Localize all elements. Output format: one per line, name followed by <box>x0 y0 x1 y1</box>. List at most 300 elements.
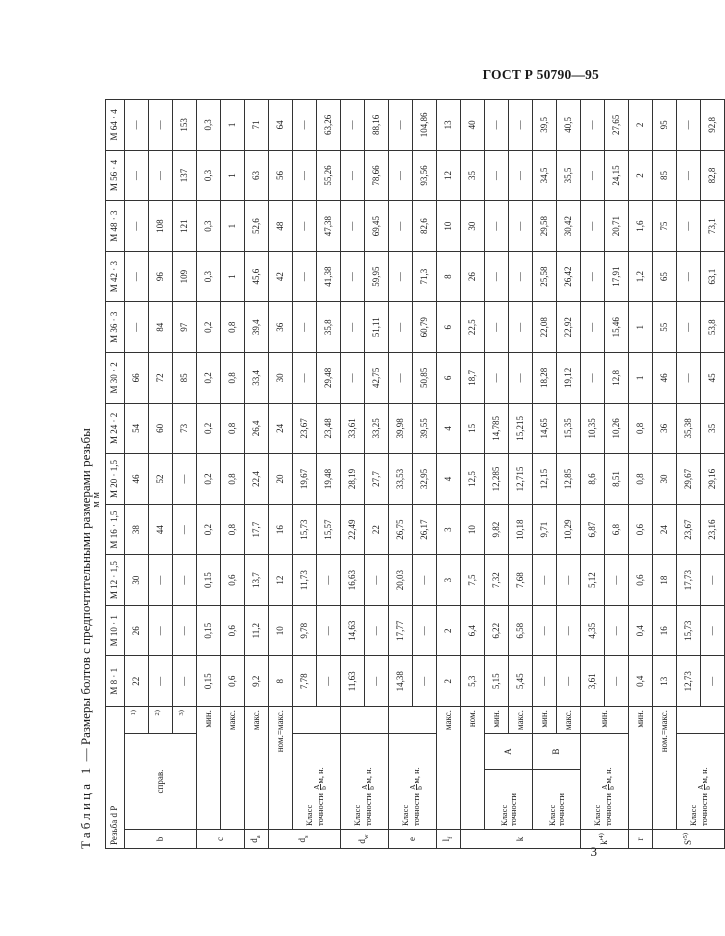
ds-symbol-main: d <box>297 838 308 843</box>
value-cell: 8 <box>269 656 293 707</box>
value-cell: 25,58 <box>533 251 557 302</box>
value-cell: — <box>293 100 317 151</box>
thread-column-header: М 48 · 3 <box>106 201 125 252</box>
max-text: макс. <box>250 710 261 731</box>
value-cell: 26,17 <box>413 504 437 555</box>
accuracy-word: точности <box>602 793 613 827</box>
value-cell: 27,7 <box>365 454 389 505</box>
k-class-b <box>533 770 581 830</box>
s-symbol <box>683 833 693 845</box>
table-row <box>581 100 605 849</box>
table-caption-label: Таблица 1 <box>78 764 93 849</box>
value-cell: 0,8 <box>221 454 245 505</box>
c-max <box>221 707 245 830</box>
value-cell: 20,03 <box>389 555 413 606</box>
value-cell: — <box>341 100 365 151</box>
value-cell: 1 <box>221 100 245 151</box>
value-cell: — <box>173 605 197 656</box>
k-grade-b <box>533 734 581 770</box>
value-cell: — <box>581 150 605 201</box>
fraction-denominator: b <box>319 786 329 790</box>
s-nom-max <box>653 707 677 830</box>
value-cell: — <box>125 150 149 201</box>
value-cell: 5,45 <box>509 656 533 707</box>
value-cell: 6,4 <box>461 605 485 656</box>
note-marker: 3) <box>178 710 186 716</box>
thread-header-cell <box>106 707 125 849</box>
value-cell: 34,5 <box>533 150 557 201</box>
r-symbol <box>635 838 645 841</box>
value-cell: 42,75 <box>365 353 389 404</box>
min-text: мин. <box>490 710 501 728</box>
value-cell: 35,38 <box>677 403 701 454</box>
table-row <box>269 100 293 849</box>
table-row <box>106 100 125 849</box>
value-cell: 36 <box>269 302 293 353</box>
value-cell: 82,8 <box>701 150 725 201</box>
value-cell: — <box>677 201 701 252</box>
value-cell: — <box>341 302 365 353</box>
value-cell: 30 <box>461 201 485 252</box>
min-text: мин. <box>598 710 609 728</box>
class-suffix: м, н. <box>314 767 325 784</box>
value-cell: 42 <box>269 251 293 302</box>
ds-min-empty <box>293 707 341 734</box>
value-cell: — <box>509 251 533 302</box>
value-cell: — <box>509 302 533 353</box>
thread-column-header: М 36 · 3 <box>106 302 125 353</box>
tolerance-fraction <box>599 784 617 790</box>
value-cell: 12 <box>437 150 461 201</box>
page-number: 3 <box>590 844 597 859</box>
value-cell: 19,48 <box>317 454 341 505</box>
value-cell: 10 <box>269 605 293 656</box>
ds-nom-max <box>269 707 293 830</box>
class-suffix: м, н. <box>410 767 421 784</box>
value-cell: 14,63 <box>341 605 365 656</box>
value-cell: 59,95 <box>365 251 389 302</box>
value-cell: 39,55 <box>413 403 437 454</box>
value-cell: — <box>293 353 317 404</box>
value-cell: 121 <box>173 201 197 252</box>
k-a-min <box>485 707 509 734</box>
value-cell: 19,12 <box>557 353 581 404</box>
value-cell: 55 <box>653 302 677 353</box>
value-cell: 23,67 <box>677 504 701 555</box>
lf-symbol <box>441 836 454 842</box>
k-a-max <box>509 707 533 734</box>
c-symbol-main: c <box>214 837 225 842</box>
table-row <box>125 100 149 849</box>
value-cell: 22,4 <box>245 454 269 505</box>
value-cell: — <box>557 555 581 606</box>
fraction-denominator: b <box>367 786 377 790</box>
value-cell: 17,73 <box>677 555 701 606</box>
da-symbol <box>249 835 262 843</box>
value-cell: 0,2 <box>197 302 221 353</box>
value-cell: 104,86 <box>413 100 437 151</box>
k-symbol-main: k <box>514 836 525 842</box>
value-cell: 84 <box>149 302 173 353</box>
value-cell: 17,91 <box>605 251 629 302</box>
value-cell: 64 <box>269 100 293 151</box>
param-e <box>389 830 437 849</box>
table-row <box>461 100 485 849</box>
value-cell: 95 <box>653 100 677 151</box>
ds-symbol-index: s <box>302 835 310 839</box>
value-cell: 2 <box>629 150 653 201</box>
thread-column-header: М 56 · 4 <box>106 150 125 201</box>
value-cell: 16 <box>269 504 293 555</box>
value-cell: 4 <box>437 403 461 454</box>
value-cell: — <box>365 605 389 656</box>
value-cell: 0,3 <box>197 100 221 151</box>
thread-column-header: М 30 · 2 <box>106 353 125 404</box>
param-b <box>125 830 197 849</box>
value-cell: 6,8 <box>605 504 629 555</box>
value-cell: 52 <box>149 454 173 505</box>
value-cell: — <box>605 555 629 606</box>
value-cell: 22 <box>125 656 149 707</box>
dw-symbol-main: d <box>357 839 368 844</box>
value-cell: 1,6 <box>629 201 653 252</box>
value-cell: 36 <box>653 403 677 454</box>
value-cell: 11,63 <box>341 656 365 707</box>
value-cell: 29,16 <box>701 454 725 505</box>
value-cell: 153 <box>173 100 197 151</box>
value-cell: 33,61 <box>341 403 365 454</box>
value-cell: 66 <box>125 353 149 404</box>
value-cell: 6,58 <box>509 605 533 656</box>
value-cell: 30 <box>125 555 149 606</box>
b-symbol <box>155 837 165 842</box>
min-text: мин. <box>634 710 645 728</box>
value-cell: 1 <box>629 353 653 404</box>
value-cell: 22,5 <box>461 302 485 353</box>
value-cell: 78,66 <box>365 150 389 201</box>
value-cell: 12,85 <box>557 454 581 505</box>
value-cell: 109 <box>173 251 197 302</box>
value-cell: 16,63 <box>341 555 365 606</box>
kprime-min <box>581 707 629 734</box>
accuracy-word: точности <box>507 793 518 827</box>
value-cell: 73,1 <box>701 201 725 252</box>
value-cell: — <box>149 150 173 201</box>
value-cell: 54 <box>125 403 149 454</box>
value-cell: — <box>317 605 341 656</box>
max-text: макс. <box>226 710 237 731</box>
table-unit: мм <box>91 489 102 508</box>
k-b-max <box>557 707 581 734</box>
table-row <box>533 100 557 849</box>
value-cell: 17,7 <box>245 504 269 555</box>
param-ds <box>269 830 341 849</box>
lf-symbol-main: l <box>441 838 452 842</box>
value-cell: 51,11 <box>365 302 389 353</box>
value-cell: 0,8 <box>221 353 245 404</box>
kprime-symbol <box>599 833 609 845</box>
value-cell: 26,75 <box>389 504 413 555</box>
value-cell: 13 <box>437 100 461 151</box>
value-cell: 11,73 <box>293 555 317 606</box>
lf-symbol-index: f <box>446 836 454 839</box>
value-cell: 72 <box>149 353 173 404</box>
value-cell: — <box>317 555 341 606</box>
min-text: мин. <box>538 710 549 728</box>
kprime-class <box>581 734 629 830</box>
value-cell: 23,16 <box>701 504 725 555</box>
value-cell: 6,22 <box>485 605 509 656</box>
thread-symbol: d P <box>109 805 120 818</box>
dw-symbol-index: w <box>362 834 370 840</box>
value-cell: 1 <box>221 251 245 302</box>
class-word: Класс <box>687 804 698 827</box>
value-cell: — <box>677 251 701 302</box>
value-cell: — <box>149 605 173 656</box>
value-cell: 0,6 <box>221 555 245 606</box>
value-cell: 38 <box>125 504 149 555</box>
value-cell: 8,51 <box>605 454 629 505</box>
value-cell: 6,87 <box>581 504 605 555</box>
dw-class <box>341 734 389 830</box>
table-row <box>677 100 701 849</box>
value-cell: — <box>509 353 533 404</box>
value-cell: 63,26 <box>317 100 341 151</box>
value-cell: 0,3 <box>197 201 221 252</box>
value-cell: 23,48 <box>317 403 341 454</box>
value-cell: 12,73 <box>677 656 701 707</box>
value-cell: 9,2 <box>245 656 269 707</box>
tolerance-fraction <box>695 784 713 790</box>
value-cell: 39,4 <box>245 302 269 353</box>
value-cell: — <box>389 150 413 201</box>
value-cell: — <box>173 454 197 505</box>
k-class-a <box>485 770 533 830</box>
value-cell: 60,79 <box>413 302 437 353</box>
note-marker: 1) <box>130 710 138 716</box>
thread-column-header: М 10 · 1 <box>106 605 125 656</box>
b-note-3 <box>173 707 197 734</box>
thread-column-header: М 12 · 1,5 <box>106 555 125 606</box>
value-cell: — <box>389 201 413 252</box>
param-s <box>653 830 725 849</box>
value-cell: — <box>341 201 365 252</box>
thread-column-header: М 16 · 1,5 <box>106 504 125 555</box>
value-cell: 33,25 <box>365 403 389 454</box>
value-cell: 15,215 <box>509 403 533 454</box>
kprime-symbol-index: 4) <box>598 833 606 839</box>
thread-column-header: М 24 · 2 <box>106 403 125 454</box>
value-cell: — <box>581 251 605 302</box>
class-word: Класс <box>591 804 602 827</box>
value-cell: 7,32 <box>485 555 509 606</box>
param-lf <box>437 830 461 849</box>
class-word: Класс <box>351 804 362 827</box>
thread-column-header: М 20 · 1,5 <box>106 454 125 505</box>
value-cell: 12,715 <box>509 454 533 505</box>
accuracy-word: точности <box>362 793 373 827</box>
accuracy-word: точности <box>314 793 325 827</box>
value-cell: 46 <box>125 454 149 505</box>
value-cell: — <box>413 656 437 707</box>
value-cell: 0,15 <box>197 605 221 656</box>
value-cell: 16 <box>653 605 677 656</box>
thread-column-header: М 64 · 4 <box>106 100 125 151</box>
param-da <box>245 830 269 849</box>
value-cell: 1 <box>629 302 653 353</box>
s-symbol-index: 5) <box>682 832 690 839</box>
thread-column-header: М 8 · 1 <box>106 656 125 707</box>
value-cell: — <box>677 100 701 151</box>
value-cell: — <box>341 353 365 404</box>
value-cell: 69,45 <box>365 201 389 252</box>
value-cell: 0,8 <box>221 504 245 555</box>
accuracy-word: точности <box>410 793 421 827</box>
ds-class <box>293 734 341 830</box>
value-cell: — <box>533 605 557 656</box>
value-cell: 96 <box>149 251 173 302</box>
value-cell: 73 <box>173 403 197 454</box>
value-cell: 65 <box>653 251 677 302</box>
value-cell: 7,68 <box>509 555 533 606</box>
value-cell: 92,8 <box>701 100 725 151</box>
tolerance-fraction <box>407 784 425 790</box>
value-cell: — <box>581 201 605 252</box>
value-cell: 30 <box>269 353 293 404</box>
value-cell: — <box>125 100 149 151</box>
value-cell: 6 <box>437 353 461 404</box>
value-cell: 30,42 <box>557 201 581 252</box>
value-cell: 18 <box>653 555 677 606</box>
value-cell: 45,6 <box>245 251 269 302</box>
nom-max-text: ном.=макс. <box>658 710 669 753</box>
value-cell: 1 <box>221 150 245 201</box>
value-cell: 15,73 <box>677 605 701 656</box>
value-cell: — <box>293 302 317 353</box>
value-cell: — <box>317 656 341 707</box>
s-class <box>677 734 725 830</box>
accuracy-word: точности <box>555 793 566 827</box>
value-cell: — <box>701 555 725 606</box>
value-cell: — <box>389 302 413 353</box>
value-cell: 75 <box>653 201 677 252</box>
value-cell: 22,92 <box>557 302 581 353</box>
value-cell: — <box>389 353 413 404</box>
table-row <box>653 100 677 849</box>
document-code: ГОСТ Р 50790—95 <box>482 67 599 82</box>
value-cell: 85 <box>173 353 197 404</box>
value-cell: 14,785 <box>485 403 509 454</box>
fraction-numerator: A <box>599 784 609 790</box>
value-cell: 32,95 <box>413 454 437 505</box>
value-cell: 20,71 <box>605 201 629 252</box>
value-cell: 12 <box>269 555 293 606</box>
da-max <box>245 707 269 830</box>
value-cell: — <box>341 251 365 302</box>
value-cell: 0,15 <box>197 656 221 707</box>
value-cell: 55,26 <box>317 150 341 201</box>
value-cell: 1 <box>221 201 245 252</box>
fraction-denominator: b <box>607 786 617 790</box>
k-symbol <box>515 837 525 842</box>
c-symbol <box>215 837 225 841</box>
value-cell: 4 <box>437 454 461 505</box>
value-cell: 10,35 <box>581 403 605 454</box>
value-cell: 0,6 <box>221 605 245 656</box>
value-cell: 35,5 <box>557 150 581 201</box>
e-symbol <box>407 837 417 841</box>
value-cell: 23,67 <box>293 403 317 454</box>
value-cell: — <box>485 251 509 302</box>
value-cell: 15,35 <box>557 403 581 454</box>
k-grade-a <box>485 734 533 770</box>
value-cell: 137 <box>173 150 197 201</box>
value-cell: — <box>605 605 629 656</box>
b-reference <box>125 734 197 830</box>
value-cell: 108 <box>149 201 173 252</box>
value-cell: 26 <box>125 605 149 656</box>
value-cell: 85 <box>653 150 677 201</box>
value-cell: 35,8 <box>317 302 341 353</box>
value-cell: 15,73 <box>293 504 317 555</box>
value-cell: 5,12 <box>581 555 605 606</box>
value-cell: — <box>509 201 533 252</box>
value-cell: 10 <box>437 201 461 252</box>
value-cell: 15 <box>461 403 485 454</box>
max-text: макс. <box>514 710 525 731</box>
da-symbol-index: a <box>254 835 262 839</box>
value-cell: — <box>389 100 413 151</box>
max-text: макс. <box>562 710 573 731</box>
table-row <box>197 100 221 849</box>
value-cell: — <box>149 656 173 707</box>
b-note-2 <box>149 707 173 734</box>
k-nom <box>461 707 485 830</box>
s-min-empty <box>677 707 725 734</box>
value-cell: — <box>149 555 173 606</box>
value-cell: — <box>581 302 605 353</box>
value-cell: 50,85 <box>413 353 437 404</box>
class-word: Класс <box>546 804 557 827</box>
value-cell: 14,38 <box>389 656 413 707</box>
param-dw <box>341 830 389 849</box>
value-cell: — <box>173 656 197 707</box>
value-cell: — <box>341 150 365 201</box>
value-cell: — <box>581 353 605 404</box>
table-row <box>245 100 269 849</box>
table-row <box>389 100 413 849</box>
value-cell: 0,4 <box>629 605 653 656</box>
value-cell: 15,57 <box>317 504 341 555</box>
k-b-min <box>533 707 557 734</box>
value-cell: 71 <box>245 100 269 151</box>
param-r <box>629 830 653 849</box>
value-cell: — <box>557 656 581 707</box>
param-c <box>197 830 245 849</box>
value-cell: 44 <box>149 504 173 555</box>
table-row <box>221 100 245 849</box>
value-cell: 53,8 <box>701 302 725 353</box>
value-cell: 47,38 <box>317 201 341 252</box>
value-cell: — <box>413 555 437 606</box>
value-cell: — <box>293 251 317 302</box>
value-cell: — <box>509 100 533 151</box>
value-cell: — <box>173 504 197 555</box>
value-cell: 17,77 <box>389 605 413 656</box>
value-cell: 3 <box>437 555 461 606</box>
value-cell: 3 <box>437 504 461 555</box>
value-cell: 8,6 <box>581 454 605 505</box>
